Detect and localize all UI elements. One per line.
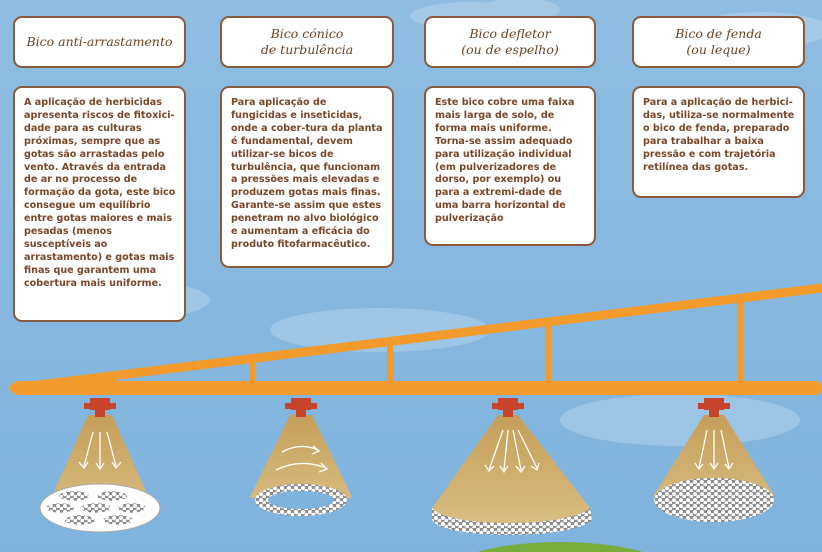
description-text: Para aplicação de fungicidas e inseticidas, onde a cober-tura da planta é fundamental, devem utilizar-se bicos de turbulência, que funcionam a pressões mais elevadas e produzem gotas mais finas. Garante-se assim que estes penetram no alvo biológico e aumentam a eficácia do produto fitofarmacêutico. (231, 97, 383, 250)
filled-ellipse-icon (654, 478, 774, 522)
title-anti-drift: Bico anti-arrastamento (13, 16, 186, 68)
description-anti-drift (13, 86, 186, 322)
description-text: A aplicação de herbicidas apresenta riscos de fitoxici-dade para as culturas próximas, sempre que as gotas são arrastadas pelo vento. Através da entrada de ar no processo de formação da gota, este bico consegue um equilíbrio entre gotas maiores e mais pesadas (menos susceptíveis ao arrastamento) e gotas mais finas que garantem uma cobertura mais uniforme. (24, 97, 176, 289)
title-deflector: Bico defletor (ou de espelho) (424, 16, 596, 68)
description-turbulence (220, 86, 394, 268)
description-text: Este bico cobre uma faixa mais larga de solo, de forma mais uniforme. Torna-se assim adequado para utilização individual (em pulverizadores de dorso, por exemplo) ou para a extremi-dade de uma barra horizontal de pulverização (435, 97, 575, 225)
boom-horizontal-bar (12, 381, 822, 395)
description-deflector (424, 86, 596, 246)
description-text: Para a aplicação de herbici-das, utiliza-se normalmente o bico de fenda, preparado para trabalhar a baixa pressão e com trajetória retilínea das gotas. (643, 97, 795, 173)
hollow-ring-icon (255, 484, 347, 516)
title-turbulence: Bico cónico de turbulência (220, 16, 394, 68)
title-flat-fan: Bico de fenda (ou leque) (632, 16, 805, 68)
description-flat-fan (632, 86, 805, 198)
